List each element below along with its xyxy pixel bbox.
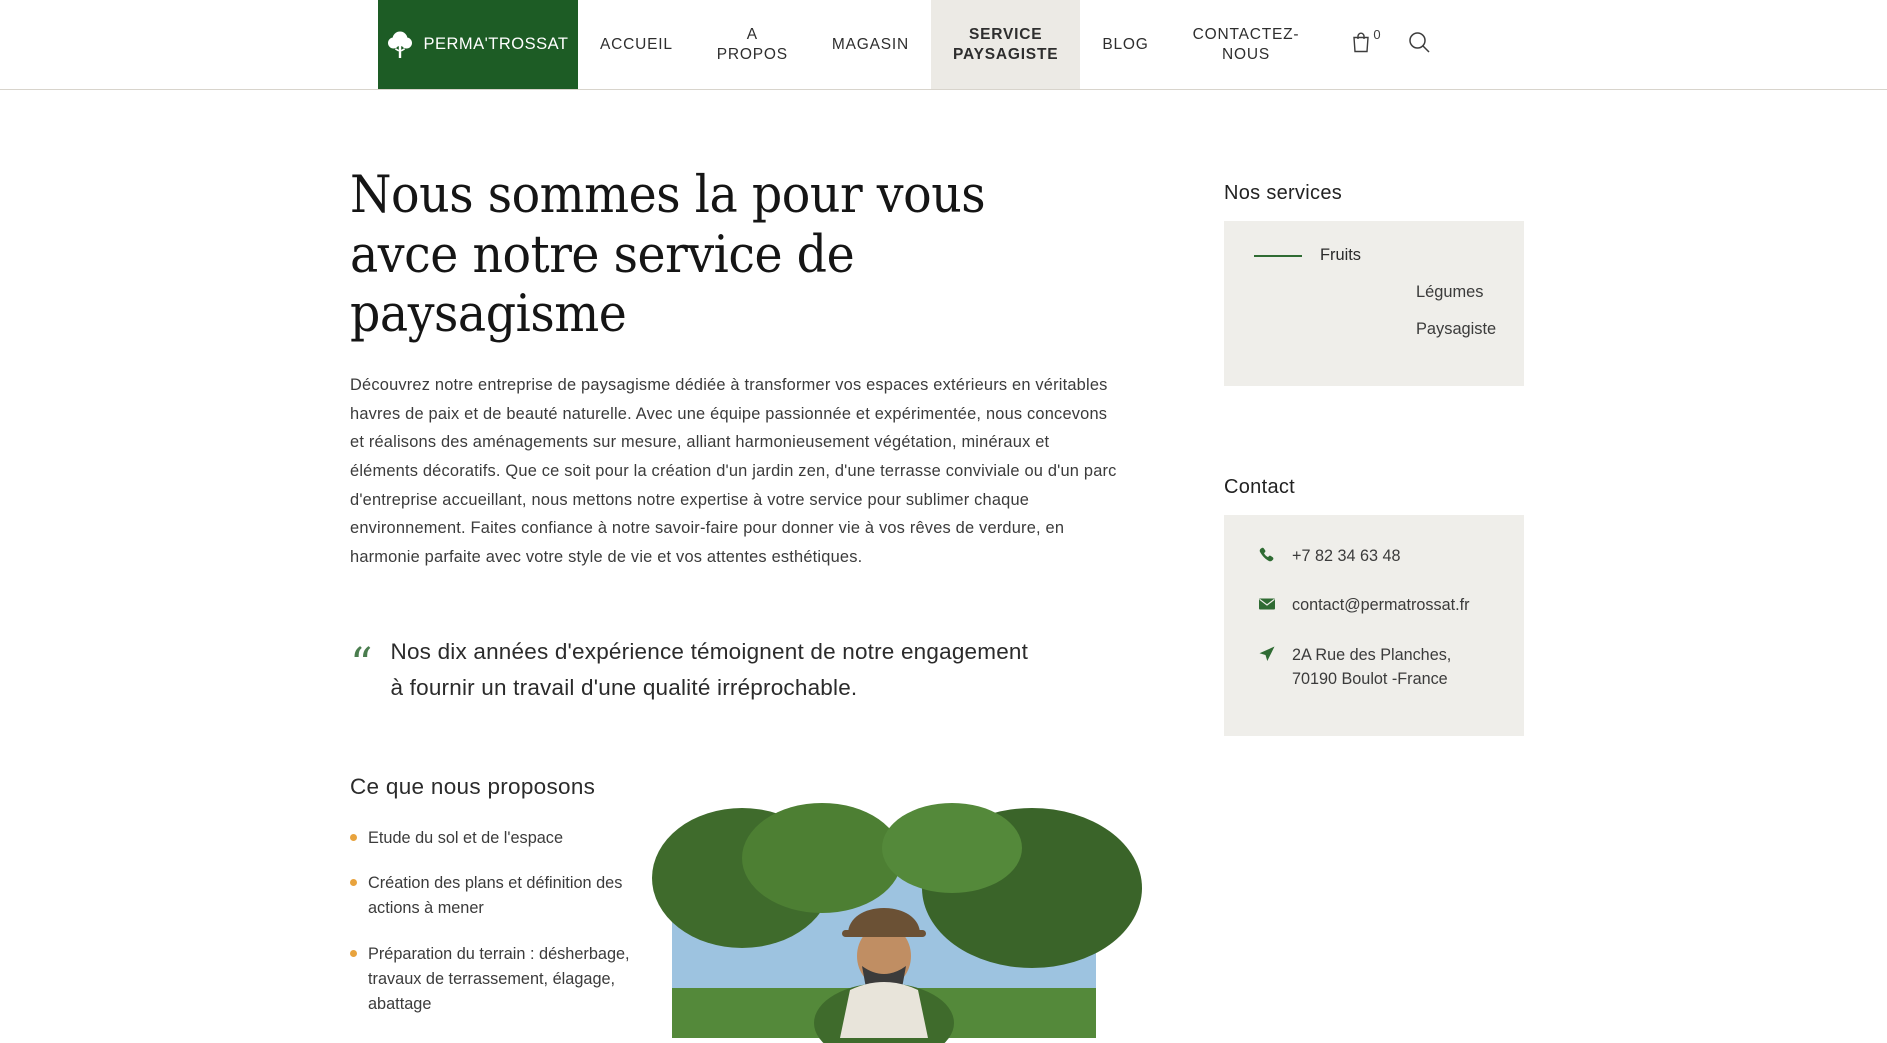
contact-phone-value: +7 82 34 63 48	[1292, 547, 1401, 565]
main-content	[350, 166, 1122, 1038]
service-label: Fruits	[1320, 246, 1361, 264]
main-nav	[578, 0, 1321, 89]
services-card-title: Nos services	[1224, 166, 1368, 221]
sidebar-item-paysagiste[interactable]	[1224, 311, 1524, 348]
services-card	[1224, 166, 1524, 386]
quote-text: Nos dix années d'expérience témoignent de notre engagement à fournir un travail d'une qualité irréprochable.	[390, 638, 1029, 700]
contact-email-value: contact@permatrossat.fr	[1292, 596, 1470, 615]
list-item: Préparation du terrain : désherbage, travaux de terrassement, élagage, abattage	[350, 942, 650, 1018]
nav-item-blog[interactable]: BLOG	[1102, 35, 1149, 53]
header-actions	[1321, 0, 1430, 89]
nav-item-service-paysagiste[interactable]: SERVICE PAYSAGISTE	[931, 0, 1080, 89]
contact-email-row[interactable]	[1224, 582, 1524, 631]
quote-mark-icon: “	[350, 638, 373, 690]
services-list	[1224, 221, 1524, 386]
envelope-icon	[1258, 593, 1276, 620]
sidebar	[1224, 166, 1524, 1038]
offerings-row	[350, 826, 1122, 1038]
list-item: Etude du sol et de l'espace	[350, 826, 650, 851]
contact-address-row[interactable]	[1224, 632, 1524, 703]
search-icon[interactable]	[1407, 30, 1431, 59]
contact-list	[1224, 515, 1524, 736]
gardener-portrait-photo	[672, 838, 1096, 1038]
pull-quote	[350, 634, 1122, 706]
header-inner	[0, 0, 1887, 89]
logo-text: PERMA'TROSSAT	[423, 35, 569, 53]
cart-count: 0	[1373, 27, 1381, 42]
cart-button[interactable]	[1351, 27, 1381, 58]
offerings-heading: Ce que nous proposons	[350, 773, 596, 799]
contact-phone-row[interactable]	[1224, 533, 1524, 582]
nav-item-a-propos[interactable]: A PROPOS	[716, 26, 788, 63]
service-label: Paysagiste	[1416, 320, 1497, 338]
list-item: Création des plans et définition des actions à mener	[350, 871, 650, 922]
active-dash-icon	[1254, 255, 1302, 257]
sidebar-item-fruits[interactable]	[1224, 237, 1524, 274]
services-card-head	[1224, 166, 1524, 221]
page-body	[0, 90, 1887, 1038]
location-arrow-icon	[1258, 643, 1276, 670]
service-label: Légumes	[1416, 283, 1484, 301]
offerings-list	[350, 826, 650, 1038]
contact-card-head	[1224, 460, 1524, 515]
nav-item-accueil[interactable]: ACCUEIL	[600, 35, 673, 53]
site-header	[0, 0, 1887, 90]
sidebar-item-legumes[interactable]	[1224, 274, 1524, 311]
site-logo[interactable]	[378, 0, 578, 89]
nav-item-magasin[interactable]: MAGASIN	[831, 35, 910, 53]
contact-address-value: 2A Rue des Planches, 70190 Boulot -France	[1292, 645, 1452, 688]
intro-paragraph: Découvrez notre entreprise de paysagisme dédiée à transformer vos espaces extérieurs en véritables havres de paix et de beauté naturelle. Avec une équipe passionnée et expérimentée, nous concevons et réalisons des aménagements sur mesure, alliant harmonieusement végétation, minéraux et éléments décoratifs. Que ce soit pour la création d'un jardin zen, d'une terrasse conviviale ou d'un parc d'entreprise accueillant, nous mettons notre expertise à votre service pour sublimer chaque environnement. Faites confiance à notre savoir-faire pour donner vie à vos rêves de verdure, en harmonie parfaite avec votre style de vie et vos attentes esthétiques.	[350, 375, 1117, 567]
phone-icon	[1258, 544, 1276, 571]
page-title: Nous sommes la pour vous avce notre service de paysagisme	[350, 166, 986, 345]
nav-item-contactez-nous[interactable]: CONTACTEZ- NOUS	[1192, 26, 1300, 63]
contact-card-title: Contact	[1224, 460, 1321, 515]
tree-icon	[387, 30, 413, 60]
shopping-bag-icon	[1351, 31, 1371, 58]
contact-card	[1224, 460, 1524, 736]
